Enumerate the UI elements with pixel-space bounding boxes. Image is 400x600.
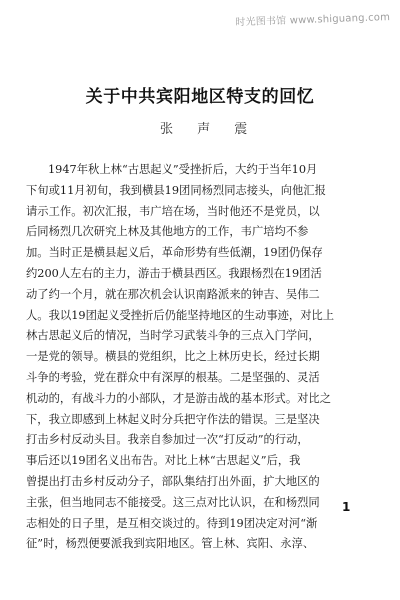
text-line: 打击乡村反动头目。我亲自参加过一次“打反动”的行动， <box>26 433 309 447</box>
text-line: 下，我立即感到上林起义时分兵把守作法的错误。三是坚决 <box>26 412 320 426</box>
article-body <box>26 160 378 555</box>
author-name: 张 声 震 <box>160 122 258 137</box>
watermark-stamp: 时光图书馆 www.shiguang.com <box>235 11 391 29</box>
text-line: 事后还以19团名义出布告。对比上林“古思起义”后，我 <box>26 454 301 468</box>
text-line: 志相处的日子里，是互相交谈过的。待到19团决定对河“渐 <box>26 516 318 530</box>
text-line: 人。我以19团起义受挫折后仍能坚持地区的生动事迹，对比上 <box>26 308 335 322</box>
text-line: 征”时，杨烈便要派我到宾阳地区。管上林、宾阳、永淳、 <box>26 537 315 551</box>
text-line: 加。当时正是横县起义后，革命形势有些低潮，19团仍保存 <box>26 246 323 260</box>
text-line: 约200人左右的主力，游击于横县西区。我跟杨烈在19团活 <box>26 266 322 280</box>
text-line: 下旬或11月初旬，我到横县19团同杨烈同志接头，向他汇报 <box>26 183 326 197</box>
text-line: 机动的，有战斗力的小部队，才是游击战的基本形式。对比之 <box>26 391 332 405</box>
text-line: 主张，但当地同志不能接受。这三点对比认识，在和杨烈同 <box>26 495 320 509</box>
text-line: 斗争的考验，党在群众中有深厚的根基。二是坚强的、灵活 <box>26 370 320 384</box>
text-line: 请示工作。初次汇报，韦广培在场，当时他还不是党员，以 <box>26 204 320 218</box>
text-line: 后同杨烈几次研究上林及其他地方的工作，韦广培均不参 <box>26 225 309 239</box>
article-title: 关于中共宾阳地区特支的回忆 <box>85 87 315 107</box>
text-line: 动了约一个月，就在那次机会认识南路派来的钟吉、吴伟二 <box>26 287 320 301</box>
text-line: 1947年秋上林“古思起义”受挫折后，大约于当年10月 <box>48 163 318 176</box>
text-line: 林古思起义后的情况，当时学习武装斗争的三点入门学问， <box>26 329 320 343</box>
text-line: 一是党的领导。横县的党组织，比之上林历史长，经过长期 <box>26 350 320 364</box>
page-marker: 1 <box>342 500 351 514</box>
text-line: 曾提出打击乡村反动分子，部队集结打出外面，扩大地区的 <box>26 474 320 488</box>
